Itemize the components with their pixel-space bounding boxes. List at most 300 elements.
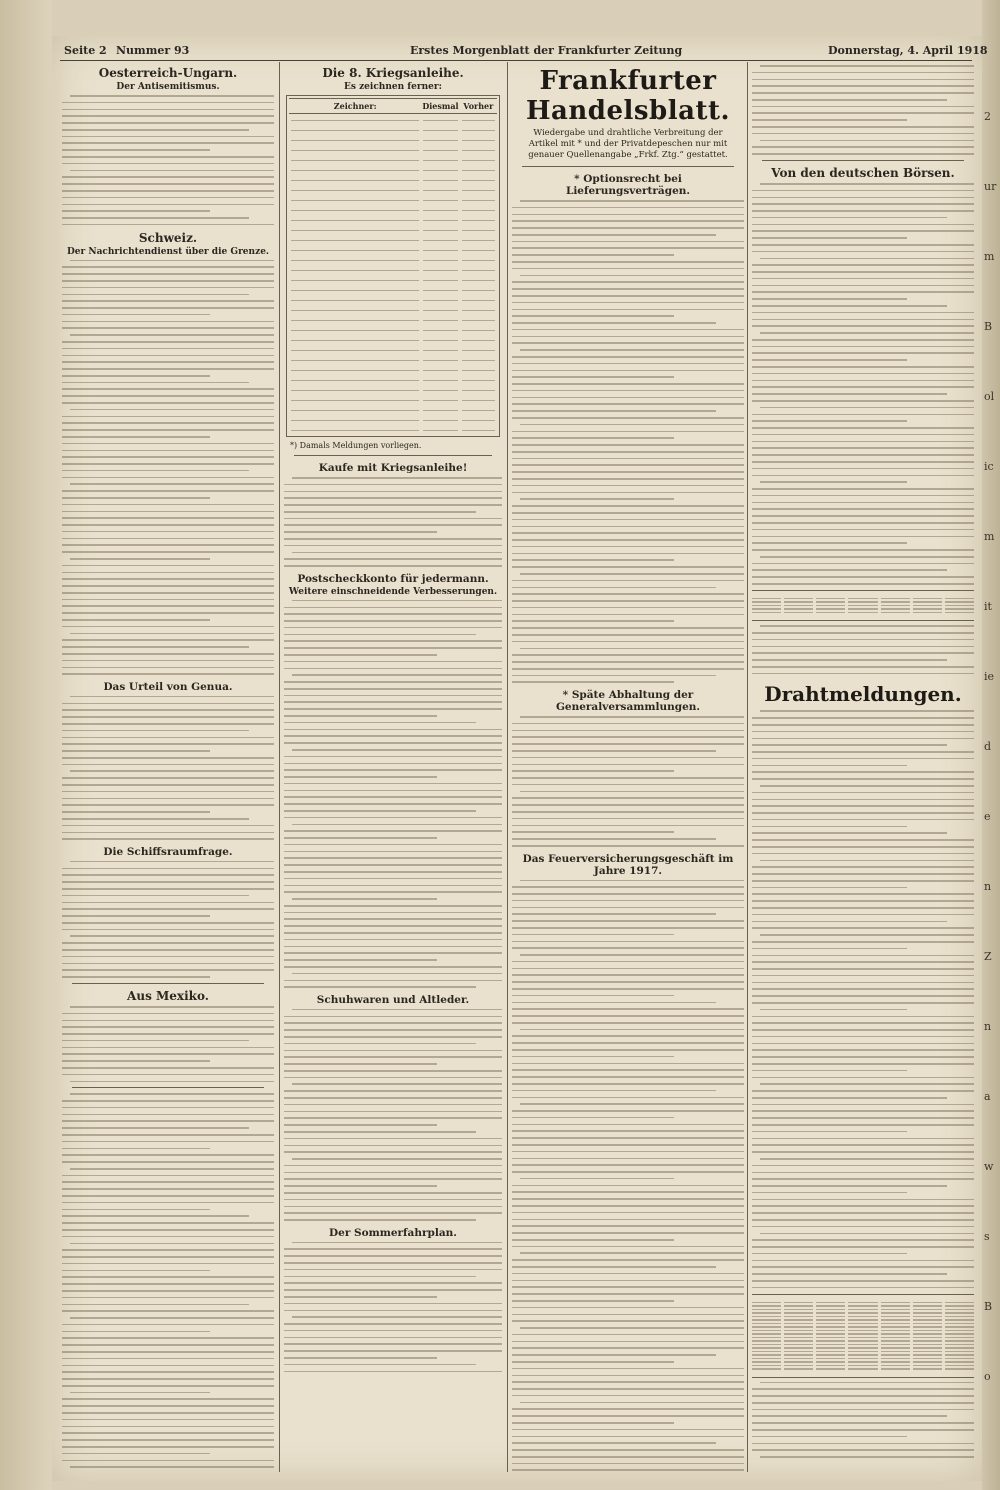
text-line (752, 887, 907, 889)
table-cell (289, 244, 421, 254)
text-line (512, 600, 744, 602)
text-line (512, 927, 744, 929)
table-row (289, 144, 497, 154)
text-line (291, 350, 419, 352)
text-line (752, 819, 974, 821)
adjacent-page-fragment: ie (984, 670, 995, 683)
text-line (752, 1219, 974, 1221)
text-line (752, 639, 974, 641)
text-line (520, 1252, 744, 1254)
text-line (62, 1020, 274, 1022)
table-row (289, 254, 497, 264)
text-line (284, 871, 502, 873)
table-cell (289, 204, 421, 214)
table-cell (945, 598, 974, 600)
text-line (291, 220, 419, 222)
text-line (284, 959, 437, 961)
table-cell (913, 1330, 942, 1332)
table-cell (913, 1365, 942, 1367)
text-line (62, 1344, 274, 1346)
text-line (70, 1392, 210, 1394)
text-line (62, 504, 274, 506)
text-line (512, 1469, 744, 1471)
table-cell (289, 334, 421, 344)
adjacent-page-fragment: ur (984, 180, 997, 193)
table-cell (881, 1340, 910, 1342)
article-body (62, 95, 274, 225)
text-line (291, 230, 419, 232)
page-edge-left (0, 0, 52, 1490)
text-line (62, 544, 274, 546)
text-line (423, 190, 457, 192)
text-line (292, 600, 502, 602)
text-line (512, 281, 744, 283)
text-line (752, 792, 974, 794)
text-line (62, 1127, 249, 1129)
text-line (752, 112, 974, 114)
text-line (512, 1463, 744, 1465)
text-line (752, 312, 974, 314)
text-line (512, 1436, 744, 1438)
text-line (62, 1134, 274, 1136)
text-line (284, 565, 502, 567)
text-line (284, 851, 502, 853)
article-body (512, 200, 744, 683)
text-line (62, 217, 249, 219)
table-cell (913, 1340, 942, 1342)
page-header (60, 44, 988, 61)
issue-number: Nummer 93 (116, 44, 190, 57)
text-line (284, 1063, 437, 1065)
table-cell (945, 605, 974, 607)
text-line (512, 723, 744, 725)
text-line (512, 1273, 744, 1275)
table-cell (752, 598, 781, 600)
text-line (284, 729, 502, 731)
table-cell (881, 605, 910, 607)
text-line (512, 900, 744, 902)
text-line (752, 1036, 974, 1038)
text-line (760, 1382, 974, 1384)
text-line (62, 1100, 274, 1102)
table-cell (945, 1351, 974, 1353)
text-line (752, 921, 947, 923)
text-line (512, 587, 716, 589)
table-row (289, 114, 497, 125)
divider (762, 160, 964, 161)
table-cell (752, 1319, 781, 1321)
text-line (284, 1199, 502, 1201)
text-line (752, 666, 974, 668)
text-line (70, 483, 274, 485)
text-line (512, 1449, 744, 1451)
text-line (62, 102, 274, 104)
table-cell (784, 1312, 813, 1314)
section-subheading: Der Antisemitismus. (116, 82, 220, 92)
table-cell (460, 254, 497, 264)
table-cell (945, 1337, 974, 1339)
text-line (760, 1083, 974, 1085)
text-line (512, 1246, 744, 1248)
text-line (291, 420, 419, 422)
table-cell (460, 244, 497, 254)
adjacent-page-fragment: it (984, 600, 992, 613)
text-line (62, 750, 210, 752)
table-cell (289, 404, 421, 414)
table-cell (784, 1319, 813, 1321)
table-cell (752, 1333, 781, 1335)
text-line (291, 120, 419, 122)
text-line (284, 966, 502, 968)
text-line (62, 963, 274, 965)
text-line (62, 1154, 274, 1156)
table-cell (421, 314, 459, 324)
text-line (512, 1266, 716, 1268)
text-line (752, 217, 947, 219)
text-line (752, 1273, 947, 1275)
text-line (760, 556, 974, 558)
text-line (512, 1442, 716, 1444)
text-line (752, 85, 974, 87)
text-line (752, 765, 907, 767)
text-line (752, 846, 974, 848)
text-line (512, 1381, 744, 1383)
text-line (752, 1104, 974, 1106)
text-line (62, 667, 274, 669)
text-line (62, 1358, 274, 1360)
text-line (62, 273, 274, 275)
text-line (512, 750, 716, 752)
table-cell (945, 1354, 974, 1356)
text-line (512, 322, 716, 324)
text-line (62, 784, 274, 786)
text-line (291, 410, 419, 412)
text-line (62, 280, 274, 282)
table-cell (784, 1368, 813, 1370)
text-line (284, 803, 502, 805)
text-line (512, 825, 744, 827)
text-line (752, 244, 974, 246)
text-line (284, 1310, 502, 1312)
text-line (284, 1303, 502, 1305)
text-line (462, 180, 495, 182)
text-line (284, 1371, 502, 1373)
table-cell (945, 1316, 974, 1318)
text-line (462, 210, 495, 212)
text-line (62, 531, 274, 533)
text-line (62, 361, 274, 363)
text-line (752, 893, 974, 895)
text-line (284, 1262, 502, 1264)
text-line (512, 1368, 744, 1370)
table-cell (881, 1347, 910, 1349)
text-line (62, 1446, 274, 1448)
text-line (752, 386, 974, 388)
text-line (284, 986, 476, 988)
text-line (62, 1405, 274, 1407)
text-line (284, 1343, 502, 1345)
table-cell (460, 414, 497, 424)
table-row (289, 354, 497, 364)
table-cell (913, 1319, 942, 1321)
table-cell (848, 1361, 877, 1363)
text-line (752, 1239, 974, 1241)
text-line (752, 1131, 907, 1133)
text-line (752, 812, 974, 814)
table-row (289, 164, 497, 174)
text-line (752, 1165, 974, 1167)
text-line (62, 314, 210, 316)
table-row (289, 274, 497, 284)
text-line (62, 976, 210, 978)
text-line (752, 359, 907, 361)
text-line (62, 798, 274, 800)
text-line (512, 1205, 744, 1207)
text-line (62, 605, 274, 607)
text-line (520, 275, 744, 277)
table-cell (881, 1326, 910, 1328)
text-line (62, 224, 274, 226)
table-cell (913, 601, 942, 603)
text-line (752, 1409, 974, 1411)
table-cell (881, 1309, 910, 1311)
table-cell (816, 1354, 845, 1356)
text-line (512, 247, 744, 249)
text-line (62, 375, 210, 377)
text-line (512, 777, 744, 779)
text-line (62, 115, 274, 117)
text-line (462, 170, 495, 172)
text-line (70, 558, 210, 560)
table-cell (421, 254, 459, 264)
text-line (512, 336, 744, 338)
text-line (62, 619, 210, 621)
table-cell (784, 1340, 813, 1342)
text-line (284, 742, 502, 744)
table-cell (289, 174, 421, 184)
table-cell (945, 601, 974, 603)
text-line (62, 1040, 249, 1042)
text-line (512, 1035, 744, 1037)
text-line (62, 646, 249, 648)
text-line (284, 878, 502, 880)
table-row (289, 134, 497, 144)
table-cell (816, 1309, 845, 1311)
table-cell (881, 1358, 910, 1360)
text-line (512, 1347, 744, 1349)
table-cell (881, 1323, 910, 1325)
text-line (512, 559, 674, 561)
table-cell (913, 1312, 942, 1314)
text-line (284, 1282, 502, 1284)
text-line (512, 1158, 744, 1160)
table-row (289, 234, 497, 244)
table-cell (421, 214, 459, 224)
table-cell (421, 274, 459, 284)
adjacent-page-fragment: B (984, 320, 993, 333)
column-3 (512, 62, 744, 1472)
text-line (752, 203, 974, 205)
table-cell (784, 1344, 813, 1346)
table-cell (289, 374, 421, 384)
text-line (62, 402, 274, 404)
text-line (62, 612, 274, 614)
text-line (284, 783, 502, 785)
text-line (752, 298, 907, 300)
text-line (62, 585, 274, 587)
text-line (512, 1341, 744, 1343)
text-line (62, 764, 274, 766)
table-cell (421, 184, 459, 194)
table-cell (460, 224, 497, 234)
text-line (62, 456, 274, 458)
text-line (512, 478, 744, 480)
text-line (512, 241, 744, 243)
market-prices-table (752, 1294, 974, 1378)
text-line (752, 826, 907, 828)
text-line (292, 973, 502, 975)
table-cell (460, 174, 497, 184)
text-line (512, 1395, 744, 1397)
text-line (62, 1141, 274, 1143)
table-cell (289, 234, 421, 244)
table-cell (752, 1361, 781, 1363)
text-line (512, 968, 744, 970)
table-cell (752, 1368, 781, 1370)
text-line (512, 370, 744, 372)
table-cell (289, 304, 421, 314)
table-row (289, 294, 497, 304)
text-line (284, 1043, 476, 1045)
table-cell (945, 612, 974, 614)
text-line (291, 290, 419, 292)
text-line (284, 891, 502, 893)
text-line (284, 504, 502, 506)
text-line (512, 1219, 744, 1221)
table-cell (752, 1358, 781, 1360)
text-line (70, 633, 274, 635)
text-line (512, 920, 744, 922)
text-line (62, 1460, 274, 1462)
text-line (284, 1111, 502, 1113)
text-line (284, 763, 502, 765)
text-line (752, 393, 947, 395)
text-line (752, 744, 947, 746)
text-line (752, 1192, 907, 1194)
table-row (289, 214, 497, 224)
table-cell (752, 1312, 781, 1314)
text-line (291, 320, 419, 322)
table-cell (752, 612, 781, 614)
page-edge-right (982, 0, 1000, 1490)
text-line (752, 1178, 974, 1180)
table-cell (816, 1347, 845, 1349)
text-line (512, 566, 744, 568)
text-line (70, 861, 274, 863)
text-line (62, 1074, 274, 1076)
adjacent-page-fragment: o (984, 1370, 991, 1383)
text-line (62, 811, 210, 813)
text-line (752, 153, 974, 155)
text-line (284, 668, 502, 670)
table-cell (421, 134, 459, 144)
text-line (62, 443, 274, 445)
text-line (520, 716, 744, 718)
text-line (62, 1426, 274, 1428)
text-line (512, 1415, 744, 1417)
text-line (62, 1283, 274, 1285)
text-line (752, 461, 974, 463)
table-cell (752, 1330, 781, 1332)
text-line (752, 563, 974, 565)
text-line (752, 1097, 947, 1099)
text-line (284, 1219, 476, 1221)
text-line (62, 1270, 210, 1272)
text-line (292, 1158, 502, 1160)
text-line (292, 1316, 502, 1318)
text-line (752, 1056, 974, 1058)
table-cell (816, 1302, 845, 1304)
text-line (62, 902, 274, 904)
table-cell (752, 605, 781, 607)
text-line (284, 1050, 502, 1052)
text-line (62, 450, 274, 452)
table-cell (816, 1312, 845, 1314)
text-line (62, 266, 274, 268)
table-cell (460, 354, 497, 364)
table-cell (289, 294, 421, 304)
table-cell (784, 612, 813, 614)
text-line (62, 497, 210, 499)
text-line (291, 300, 419, 302)
text-line (284, 1350, 502, 1352)
text-line (760, 407, 974, 409)
table-cell (816, 1337, 845, 1339)
text-line (62, 204, 274, 206)
text-line (62, 163, 274, 165)
table-cell (881, 1319, 910, 1321)
table-cell (460, 194, 497, 204)
text-line (291, 240, 419, 242)
table-cell (289, 154, 421, 164)
text-line (62, 1249, 274, 1251)
table-cell (460, 184, 497, 194)
table-row (289, 224, 497, 234)
table-cell (752, 1326, 781, 1328)
text-line (752, 502, 974, 504)
text-line (62, 599, 274, 601)
text-line (512, 1185, 744, 1187)
text-line (752, 1151, 974, 1153)
article-heading: Postscheckkonto für jedermann. (297, 572, 489, 585)
text-line (512, 220, 744, 222)
table-cell (913, 1354, 942, 1356)
article-body (512, 716, 744, 846)
text-line (284, 1104, 502, 1106)
text-line (291, 180, 419, 182)
text-line (752, 508, 974, 510)
text-line (752, 1110, 974, 1112)
table-cell (816, 1333, 845, 1335)
text-line (62, 929, 274, 931)
text-line (462, 120, 495, 122)
table-cell (848, 1333, 877, 1335)
table-cell (289, 424, 421, 434)
article-body (284, 1009, 502, 1221)
table-cell (421, 384, 459, 394)
table-cell (848, 1309, 877, 1311)
text-line (462, 360, 495, 362)
